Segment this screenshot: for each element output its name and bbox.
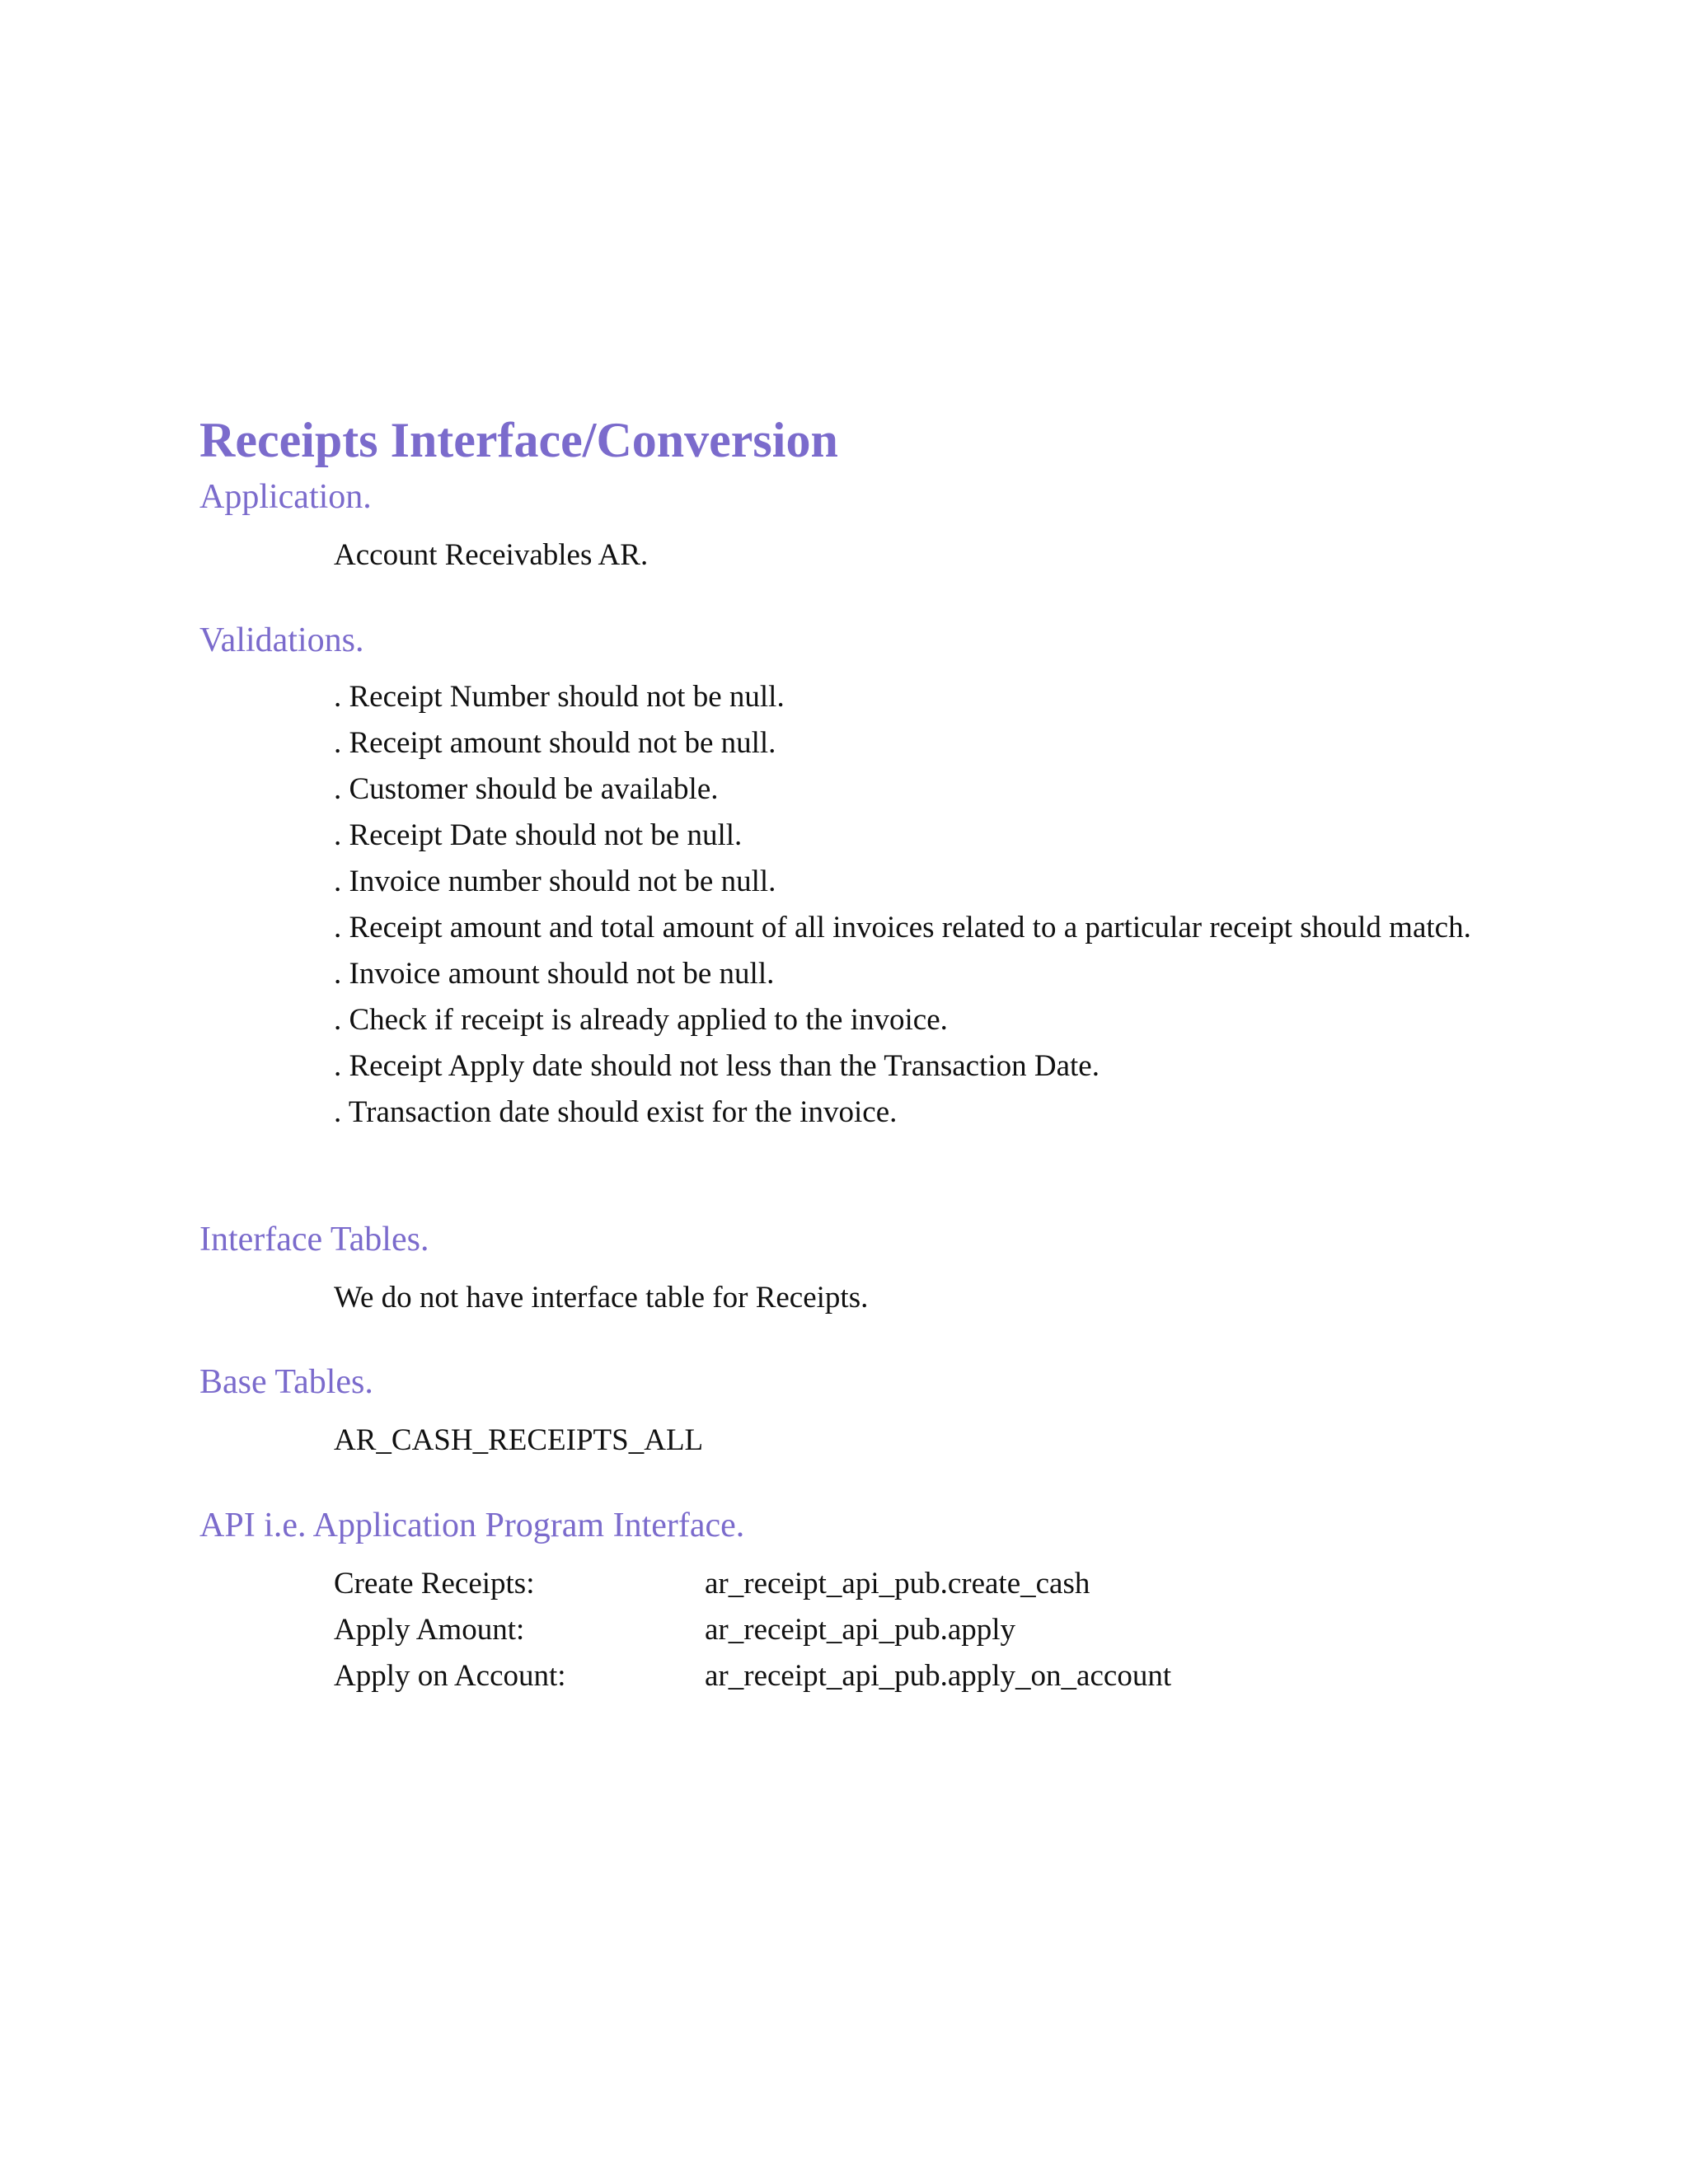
api-label: Apply Amount: — [334, 1613, 525, 1647]
list-item: . Receipt amount and total amount of all invoices related to a particular receipt should match. — [334, 911, 1471, 944]
section-heading-api: API i.e. Application Program Interface. — [199, 1507, 745, 1544]
list-item: . Check if receipt is already applied to the invoice. — [334, 1003, 948, 1037]
api-label: Create Receipts: — [334, 1567, 535, 1601]
base-tables-text: AR_CASH_RECEIPTS_ALL — [334, 1423, 704, 1457]
api-row-apply-on-account — [334, 1658, 1171, 1694]
api-row-apply-amount — [334, 1612, 1015, 1648]
list-item: . Invoice number should not be null. — [334, 865, 776, 898]
list-item: . Transaction date should exist for the invoice. — [334, 1095, 898, 1129]
section-heading-application: Application. — [199, 478, 372, 516]
list-item: . Customer should be available. — [334, 772, 719, 806]
api-value: ar_receipt_api_pub.create_cash — [705, 1567, 1090, 1601]
list-item: . Receipt amount should not be null. — [334, 726, 776, 760]
api-row-create-receipts — [334, 1566, 1090, 1602]
section-heading-validations: Validations. — [199, 621, 364, 659]
list-item: . Invoice amount should not be null. — [334, 957, 775, 991]
api-value: ar_receipt_api_pub.apply_on_account — [705, 1659, 1172, 1693]
page-title: Receipts Interface/Conversion — [199, 413, 838, 467]
api-value: ar_receipt_api_pub.apply — [705, 1613, 1016, 1647]
list-item: . Receipt Number should not be null. — [334, 680, 785, 714]
section-heading-base-tables: Base Tables. — [199, 1363, 373, 1401]
list-item: . Receipt Apply date should not less than the Transaction Date. — [334, 1049, 1100, 1083]
section-heading-interface-tables: Interface Tables. — [199, 1221, 429, 1258]
list-item: . Receipt Date should not be null. — [334, 818, 743, 852]
application-text: Account Receivables AR. — [334, 538, 649, 572]
validations-list — [334, 679, 1471, 1141]
interface-tables-text: We do not have interface table for Receipts. — [334, 1281, 869, 1315]
api-label: Apply on Account: — [334, 1659, 566, 1693]
